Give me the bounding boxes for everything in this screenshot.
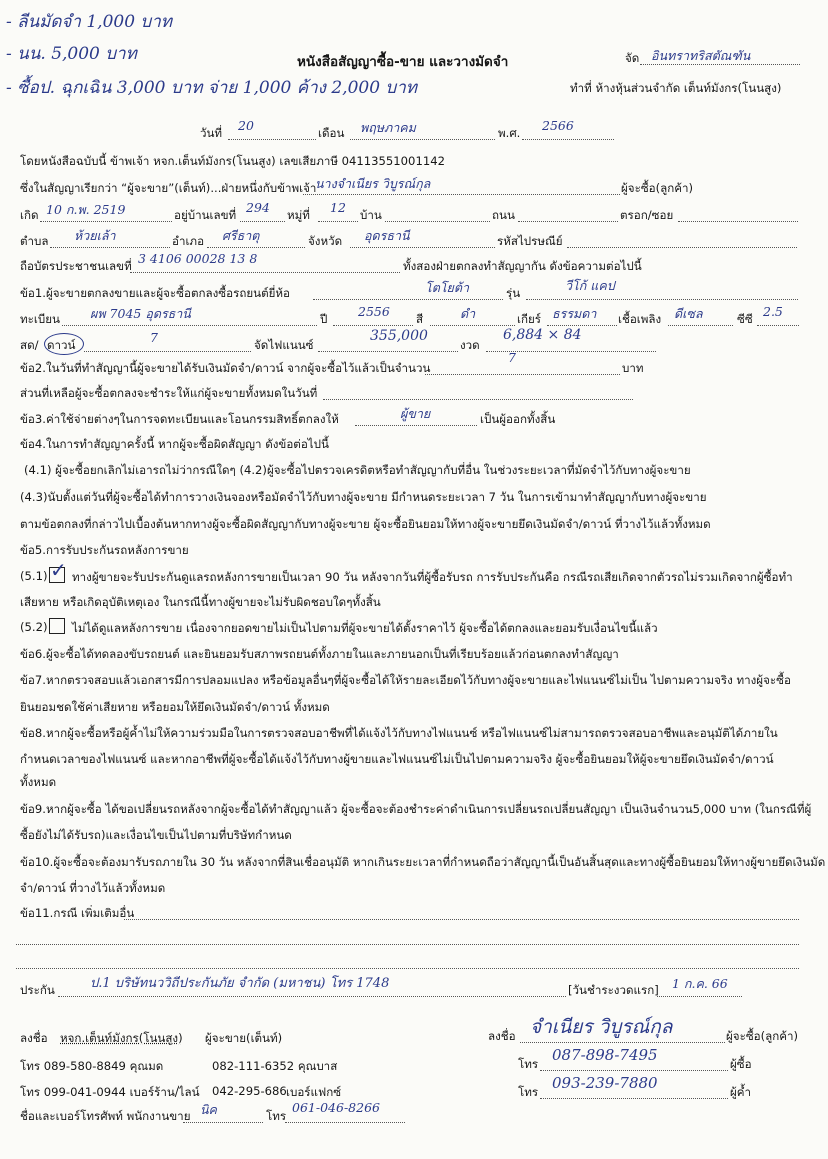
soi-label: ตรอก/ซอย bbox=[620, 208, 674, 222]
clause8-line-1: ข้อ8.หากผู้จะซื้อหรือผู้ค้ำไม่ให้ความร่วมมือในการตรวจสอบอาชีพที่ได้แจ้งไว้กับทางไฟแนนซ์ หรือไฟแนนซ์ไม่สามารถตรวจสอบอาชีพและอนุมัติได้ภายใน bbox=[20, 726, 778, 740]
option-5-1-line-2: เสียหาย หรือเกิดอุบัติเหตุเอง ในกรณีนี้ทางผู้ขายจะไม่รับผิดชอบใดๆทั้งสิ้น bbox=[20, 595, 381, 609]
made-at-place: ทำที่ ห้างหุ้นส่วนจำกัด เต็นท์มังกร(โนนสูง) bbox=[570, 81, 782, 95]
car-reg: ผพ 7045 อุดรธานี bbox=[90, 306, 191, 321]
clause10-line-1: ข้อ10.ผู้จะซื้อจะต้องมารับรถภายใน 30 วัน หลังจากที่สินเชื่ออนุมัติ หากเกินระยะเวลาที่กำหนดถือว่าสัญญานี้เป็นอันสิ้นสุดและทางผู้ซื้อยินยอมให้ทางผู้ขายยึดเงินมัด bbox=[20, 855, 826, 869]
guarantor-tel: 093-239-7880 bbox=[552, 1074, 658, 1092]
insurance-value: ป.1 บริษัทนววิถีประกันภัย จำกัด (มหาชน) โทร 1748 bbox=[90, 976, 390, 991]
birth-label: เกิด bbox=[20, 208, 39, 222]
insurance-label: ประกัน bbox=[20, 983, 55, 997]
guarantor-tel-role: ผู้ค้ำ bbox=[730, 1085, 752, 1099]
car-model: วีโก้ แคป bbox=[565, 278, 615, 293]
clause2-text: ข้อ2.ในวันที่ทำสัญญานี้ผู้จะขายได้รับเงินมัดจำ/ดาวน์ จากผู้จะซื้อไว้แล้วเป็นจำนวน bbox=[20, 361, 431, 375]
fuel-label: เชื้อเพลิง bbox=[618, 312, 662, 326]
staff-name: นิค bbox=[200, 1102, 217, 1117]
clause8-line-2: กำหนดเวลาของไฟแนนซ์ และหากอาชีพที่ผู้จะซื้อได้แจ้งไว้กับทางผู้ขายและไฟแนนซ์ไม่เป็นไปตามความจริง ผู้จะซื้อยินยอมให้ผู้จะขายยึดเงินมัดจำ/ดาวน์ bbox=[20, 752, 774, 766]
staff-label: ชื่อและเบอร์โทรศัพท์ พนักงานขาย bbox=[20, 1109, 191, 1123]
house-label: อยู่บ้านเลขที่ bbox=[174, 208, 237, 222]
clause7-line-1: ข้อ7.หากตรวจสอบแล้วเอกสารมีการปลอมแปลง หรือข้อมูลอื่นๆที่ผู้จะซื้อได้ให้รายละเอียดไว้กับทางผู้จะขายและไฟแนนซ์ไม่เป็น ไปตามความจริง ทางผู้จะซื้อ bbox=[20, 673, 791, 687]
clause10-line-2: จำ/ดาวน์ ที่วางไว้แล้วทั้งหมด bbox=[20, 881, 166, 895]
buyer-role-label: ผู้จะซื้อ(ลูกค้า) bbox=[621, 181, 694, 195]
check-mark-icon: ✓ bbox=[50, 558, 67, 582]
road-label: ถนน bbox=[492, 208, 515, 222]
clause5-head: ข้อ5.การรับประกันรถหลังการขาย bbox=[20, 543, 189, 557]
party-intro: โดยหนังสือฉบับนี้ ข้าพเจ้า หจก.เต็นท์มังกร(โนนสูง) เลขเสียภาษี 04113551001142 bbox=[20, 154, 445, 168]
down-label: ดาวน์ bbox=[47, 338, 76, 352]
down-value: 7 bbox=[150, 330, 158, 345]
clause7-line-2: ยินยอมชดใช้ค่าเสียหาย หรือยอมให้ยึดเงินมัดจำ/ดาวน์ ทั้งหมด bbox=[20, 700, 330, 714]
moo-label: หมู่ที่ bbox=[287, 208, 310, 222]
day-label: วันที่ bbox=[200, 126, 223, 140]
car-color-label: สี bbox=[416, 312, 424, 326]
buyer-signature: จำเนียร วิบูรณ์กุล bbox=[530, 1016, 673, 1038]
province-label: จังหวัด bbox=[308, 234, 343, 248]
reg-label: ทะเบียน bbox=[20, 312, 60, 326]
car-gear: ธรรมดา bbox=[552, 306, 597, 321]
option-5-2-text: ไม่ได้ดูแลหลังการขาย เนื่องจากยอดขายไม่เป็นไปตามที่ผู้จะขายได้ตั้งราคาไว้ ผู้จะซื้อได้ตกลงและยอมรับเงื่อนไขนี้แล้ว bbox=[72, 621, 658, 635]
seller-role: ผู้จะขาย(เต็นท์) bbox=[205, 1031, 283, 1045]
day-value: 20 bbox=[238, 118, 254, 133]
seller-tel-3: โทร 099-041-0944 เบอร์ร้าน/ไลน์ bbox=[20, 1085, 200, 1099]
down-prefix: สด/ bbox=[20, 338, 39, 352]
guarantor-tel-label: โทร bbox=[518, 1085, 539, 1099]
clause4-line-2: (4.3)นับตั้งแต่วันที่ผู้จะซื้อได้ทำการวางเงินจองหรือมัดจำไว้กับทางผู้จะขาย มีกำหนดระยะเวลา 7 วัน ในการเข้ามาทำสัญญากับทางผู้จะขาย bbox=[20, 490, 707, 504]
clause2-rest: ส่วนที่เหลือผู้จะซื้อตกลงจะชำระให้แก่ผู้จะขายทั้งหมดในวันที่ bbox=[20, 386, 318, 400]
memo-line-1: - ลีนมัดจำ 1,000 บาท bbox=[6, 12, 172, 32]
moo-value: 12 bbox=[330, 200, 346, 215]
clause11-text: ข้อ11.กรณี เพิ่มเติมอื่น bbox=[20, 906, 135, 920]
buyer-tel-label: โทร bbox=[518, 1057, 539, 1071]
province-value: อุดรธานี bbox=[364, 228, 410, 243]
car-cc: 2.5 bbox=[763, 304, 783, 319]
staff-tel-label: โทร bbox=[266, 1109, 287, 1123]
village-label: บ้าน bbox=[360, 208, 382, 222]
clause9-line-1: ข้อ9.หากผู้จะซื้อ ได้ขอเปลี่ยนรถหลังจากผู้จะซื้อได้ทำสัญญาแล้ว ผู้จะซื้อจะต้องชำระค่าดำเนินการเปลี่ยนรถเปลี่ยนสัญญา เป็นเงินจำนวน5,000 บาท (ในกรณีที่ผู้ bbox=[20, 802, 812, 816]
option-5-2-checkbox[interactable] bbox=[49, 618, 65, 634]
seller-sign-label: ลงชื่อ bbox=[20, 1031, 48, 1045]
clause3-post: เป็นผู้ออกทั้งสิ้น bbox=[480, 412, 556, 426]
buyer-tel: 087-898-7495 bbox=[552, 1046, 658, 1064]
clause9-line-2: ซื้อยังไม่ได้รับรถ)และเงื่อนไขเป็นไปตามที่บริษัทกำหนด bbox=[20, 828, 292, 842]
option-5-1-no: (5.1) bbox=[20, 569, 48, 583]
amphoe-value: ศรีธาตุ bbox=[222, 228, 260, 243]
term-value: 6,884 × 84 bbox=[503, 327, 582, 343]
seller-tel-4: 042-295-686 bbox=[212, 1084, 287, 1098]
clause3-text: ข้อ3.ค่าใช้จ่ายต่างๆในการจดทะเบียนและโอนกรรมสิทธิ์ตกลงให้ bbox=[20, 412, 339, 426]
year-value: 2566 bbox=[542, 118, 574, 133]
month-value: พฤษภาคม bbox=[360, 120, 416, 135]
term-label: งวด bbox=[460, 338, 480, 352]
document-title: หนังสือสัญญาซื้อ-ขาย และวางมัดจำ bbox=[297, 54, 509, 70]
buyer-name-label: ซึ่งในสัญญาเรียกว่า “ผู้จะขาย”(เต็นท์)...ฝ่ายหนึ่งกับข้าพเจ้า bbox=[20, 181, 317, 195]
buyer-sign-label: ลงชื่อ bbox=[488, 1029, 516, 1043]
buyer-tel-role: ผู้ซื้อ bbox=[730, 1057, 752, 1071]
year-label: พ.ศ. bbox=[498, 126, 521, 140]
gear-label: เกียร์ bbox=[517, 312, 542, 326]
buyer-sign-role: ผู้จะซื้อ(ลูกค้า) bbox=[726, 1029, 799, 1043]
option-5-1-line-1: ทางผู้ขายจะรับประกันดูแลรถหลังการขายเป็นเวลา 90 วัน หลังจากวันที่ผู้ซื้อรับรถ การรับประกันคือ กรณีรถเสียเกิดจากตัวรถไม่รวมเกิดจากผู้ซื้อทำ bbox=[72, 570, 793, 584]
made-at-value: อินทราทริสตัณฑัน bbox=[651, 48, 751, 63]
house-value: 294 bbox=[246, 200, 270, 215]
id-label: ถือบัตรประชาชนเลขที่ bbox=[20, 259, 132, 273]
memo-line-3: - ซื้อป. ฉุกเฉิน 3,000 บาท จ่าย 1,000 ค้าง 2,000 บาท bbox=[6, 78, 417, 98]
seller-tel-5: เบอร์แฟกซ์ bbox=[286, 1085, 342, 1099]
tambon-value: ห้วยเล้า bbox=[74, 228, 116, 243]
car-brand: โตโยต้า bbox=[425, 280, 470, 295]
made-at-label: จัด bbox=[625, 51, 640, 65]
birth-value: 10 ก.พ. 2519 bbox=[46, 202, 126, 217]
option-5-2-no: (5.2) bbox=[20, 620, 48, 634]
car-color: ดำ bbox=[460, 306, 476, 321]
clause6-text: ข้อ6.ผู้จะซื้อได้ทดลองขับรถยนต์ และยินยอมรับสภาพรถยนต์ทั้งภายในและภายนอกเป็นที่เรียบร้อยแล้วก่อนตกลงทำสัญญา bbox=[20, 647, 619, 661]
first-due-value: 1 ก.ค. 66 bbox=[672, 976, 728, 991]
cc-label: ซีซี bbox=[737, 312, 753, 326]
car-fuel: ดีเซล bbox=[674, 306, 703, 321]
finance-label: จัดไฟแนนซ์ bbox=[254, 338, 314, 352]
clause8-line-3: ทั้งหมด bbox=[20, 775, 57, 789]
clause4-head: ข้อ4.ในการทำสัญญาครั้งนี้ หากผู้จะซื้อผิดสัญญา ดังข้อต่อไปนี้ bbox=[20, 437, 329, 451]
finance-value: 355,000 bbox=[370, 328, 428, 344]
staff-tel: 061-046-8266 bbox=[292, 1100, 380, 1115]
buyer-name-value: นางจำเนียร วิบูรณ์กุล bbox=[315, 176, 431, 191]
first-due-label: [วันชำระงวดแรก] bbox=[568, 983, 659, 997]
car-year: 2556 bbox=[358, 304, 390, 319]
car-year-label: ปี bbox=[320, 312, 328, 326]
id-post-text: ทั้งสองฝ่ายตกลงทำสัญญากัน ดังข้อความต่อไปนี้ bbox=[403, 259, 642, 273]
seller-name: หจก.เต็นท์มังกร(โนนสูง) bbox=[60, 1031, 183, 1045]
clause2-amount: 7 bbox=[508, 350, 516, 365]
postal-label: รหัสไปรษณีย์ bbox=[497, 234, 563, 248]
id-value: 3 4106 00028 13 8 bbox=[138, 251, 258, 266]
clause4-line-3: ตามข้อตกลงที่กล่าวไปเบื้องต้นหากทางผู้จะซื้อผิดสัญญากับทางผู้จะขาย ผู้จะซื้อยินยอมให้ทางผู้จะขายยึดเงินมัดจำ/ดาวน์ ที่วางไว้แล้วทั้งหมด bbox=[20, 517, 711, 531]
clause3-who: ผู้ขาย bbox=[400, 406, 431, 421]
clause2-unit: บาท bbox=[622, 361, 644, 375]
seller-tel-1: โทร 089-580-8849 คุณมด bbox=[20, 1059, 164, 1073]
clause4-line-1: (4.1) ผู้จะซื้อยกเลิกไม่เอารถไม่ว่ากรณีใดๆ (4.2)ผู้จะซื้อไปตรวจเครดิตหรือทำสัญญากับที่อื่น ในช่วงระยะเวลาที่มัดจำไว้กับทางผู้จะขาย bbox=[24, 463, 691, 477]
tambon-label: ตำบล bbox=[20, 234, 49, 248]
model-label: รุ่น bbox=[506, 286, 521, 300]
memo-line-2: - นน. 5,000 บาท bbox=[6, 44, 137, 64]
clause1-label: ข้อ1.ผู้จะขายตกลงขายและผู้จะซื้อตกลงซื้อรถยนต์ยี่ห้อ bbox=[20, 286, 291, 300]
seller-tel-2: 082-111-6352 คุณบาส bbox=[212, 1059, 338, 1073]
month-label: เดือน bbox=[318, 126, 345, 140]
amphoe-label: อำเภอ bbox=[172, 234, 205, 248]
